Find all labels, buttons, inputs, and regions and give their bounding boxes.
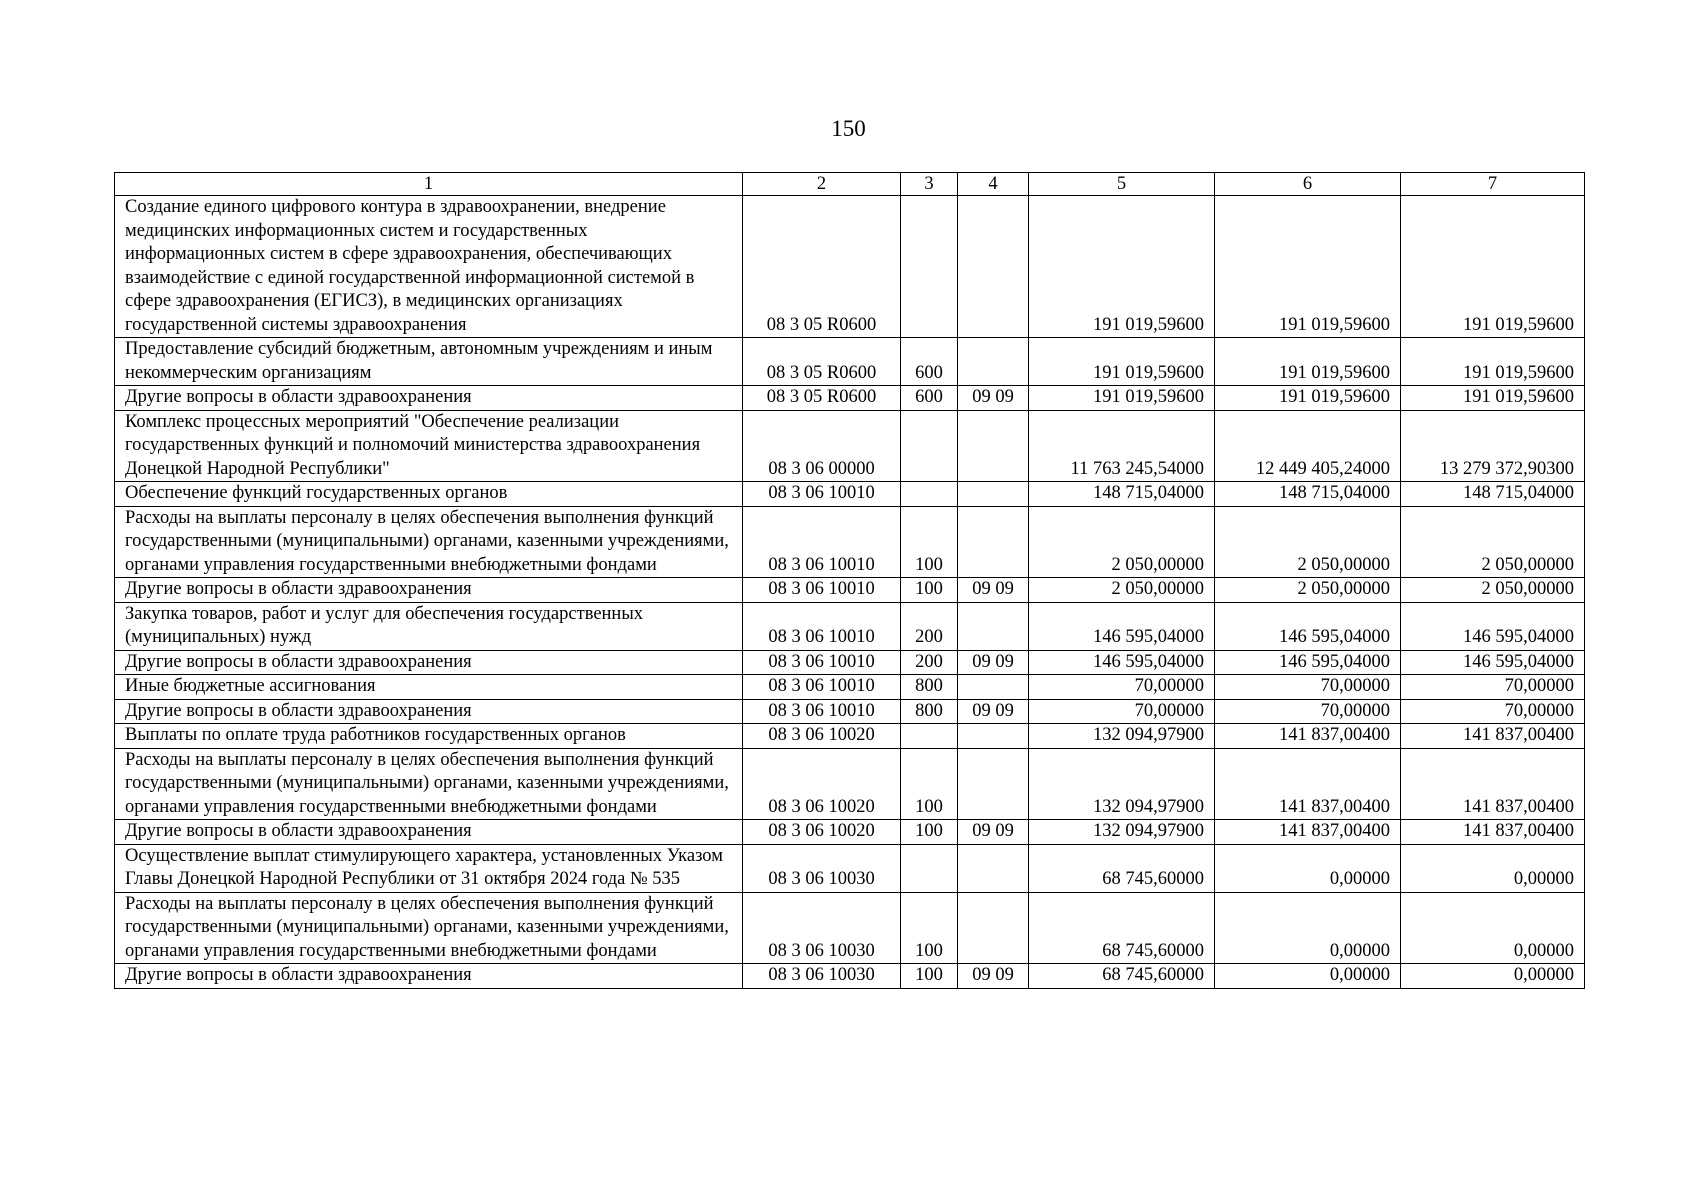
row-amount-col6: 146 595,04000	[1215, 650, 1401, 675]
row-amount-col5: 146 595,04000	[1029, 650, 1215, 675]
row-amount-col5: 191 019,59600	[1029, 386, 1215, 411]
column-header: 3	[901, 173, 958, 196]
row-section	[958, 844, 1029, 892]
row-amount-col6: 141 837,00400	[1215, 820, 1401, 845]
row-expense-type: 800	[901, 699, 958, 724]
table-row	[115, 482, 1585, 507]
row-expense-type: 200	[901, 602, 958, 650]
row-name: Другие вопросы в области здравоохранения	[115, 820, 743, 845]
row-code: 08 3 06 10030	[743, 964, 901, 989]
row-amount-col5: 191 019,59600	[1029, 338, 1215, 386]
row-amount-col5: 2 050,00000	[1029, 506, 1215, 578]
row-name: Обеспечение функций государственных органов	[115, 482, 743, 507]
row-amount-col7: 0,00000	[1401, 892, 1585, 964]
table-row	[115, 675, 1585, 700]
column-header: 4	[958, 173, 1029, 196]
page-number: 150	[831, 116, 866, 141]
row-amount-col7: 191 019,59600	[1401, 196, 1585, 338]
row-code: 08 3 06 10020	[743, 820, 901, 845]
row-section	[958, 602, 1029, 650]
table-row	[115, 892, 1585, 964]
row-expense-type: 100	[901, 506, 958, 578]
row-expense-type: 100	[901, 748, 958, 820]
row-name: Закупка товаров, работ и услуг для обеспечения государственных (муниципальных) нужд	[115, 602, 743, 650]
column-header: 1	[115, 173, 743, 196]
row-code: 08 3 05 R0600	[743, 338, 901, 386]
row-amount-col5: 146 595,04000	[1029, 602, 1215, 650]
row-expense-type	[901, 196, 958, 338]
table-row	[115, 338, 1585, 386]
row-expense-type	[901, 482, 958, 507]
row-code: 08 3 06 10020	[743, 724, 901, 749]
row-amount-col7: 141 837,00400	[1401, 748, 1585, 820]
row-section	[958, 748, 1029, 820]
row-amount-col7: 141 837,00400	[1401, 820, 1585, 845]
row-amount-col5: 11 763 245,54000	[1029, 410, 1215, 482]
row-amount-col7: 0,00000	[1401, 844, 1585, 892]
row-expense-type: 600	[901, 338, 958, 386]
row-code: 08 3 06 10010	[743, 482, 901, 507]
column-header: 6	[1215, 173, 1401, 196]
row-amount-col7: 191 019,59600	[1401, 338, 1585, 386]
row-name: Другие вопросы в области здравоохранения	[115, 650, 743, 675]
row-amount-col6: 141 837,00400	[1215, 748, 1401, 820]
row-amount-col5: 70,00000	[1029, 675, 1215, 700]
row-amount-col5: 68 745,60000	[1029, 964, 1215, 989]
row-amount-col5: 132 094,97900	[1029, 820, 1215, 845]
column-header: 2	[743, 173, 901, 196]
row-code: 08 3 06 10030	[743, 844, 901, 892]
table-row	[115, 602, 1585, 650]
row-amount-col7: 148 715,04000	[1401, 482, 1585, 507]
row-amount-col7: 146 595,04000	[1401, 650, 1585, 675]
row-amount-col5: 191 019,59600	[1029, 196, 1215, 338]
row-expense-type: 600	[901, 386, 958, 411]
row-amount-col7: 70,00000	[1401, 675, 1585, 700]
row-expense-type: 100	[901, 578, 958, 603]
row-section	[958, 410, 1029, 482]
row-expense-type: 100	[901, 964, 958, 989]
row-expense-type	[901, 844, 958, 892]
row-amount-col6: 148 715,04000	[1215, 482, 1401, 507]
table-row	[115, 506, 1585, 578]
row-code: 08 3 05 R0600	[743, 386, 901, 411]
row-expense-type	[901, 410, 958, 482]
row-section: 09 09	[958, 650, 1029, 675]
row-name: Осуществление выплат стимулирующего характера, установленных Указом Главы Донецкой Народной Республики от 31 октября 2024 года № 535	[115, 844, 743, 892]
table-row	[115, 386, 1585, 411]
row-section	[958, 196, 1029, 338]
table-row	[115, 844, 1585, 892]
row-section: 09 09	[958, 578, 1029, 603]
row-section	[958, 506, 1029, 578]
row-code: 08 3 06 10010	[743, 506, 901, 578]
row-expense-type: 100	[901, 820, 958, 845]
row-name: Иные бюджетные ассигнования	[115, 675, 743, 700]
row-amount-col6: 146 595,04000	[1215, 602, 1401, 650]
row-amount-col6: 191 019,59600	[1215, 386, 1401, 411]
row-name: Комплекс процессных мероприятий "Обеспечение реализации государственных функций и полномочий министерства здравоохранения Донецкой Народной Республики"	[115, 410, 743, 482]
row-name: Создание единого цифрового контура в здравоохранении, внедрение медицинских информационных систем и государственных информационных систем в сфере здравоохранения, обеспечивающих взаимодействие с единой государственной информационной системой в сфере здравоохранения (ЕГИСЗ), в медицинских организациях государственной системы здравоохранения	[115, 196, 743, 338]
row-amount-col7: 2 050,00000	[1401, 578, 1585, 603]
row-code: 08 3 06 10010	[743, 602, 901, 650]
row-amount-col5: 68 745,60000	[1029, 844, 1215, 892]
row-amount-col6: 2 050,00000	[1215, 578, 1401, 603]
row-name: Расходы на выплаты персоналу в целях обеспечения выполнения функций государственными (муниципальными) органами, казенными учреждениями, органами управления государственными внебюджетными фондами	[115, 892, 743, 964]
row-code: 08 3 06 10010	[743, 578, 901, 603]
row-amount-col6: 141 837,00400	[1215, 724, 1401, 749]
row-section	[958, 675, 1029, 700]
row-section: 09 09	[958, 386, 1029, 411]
row-amount-col7: 146 595,04000	[1401, 602, 1585, 650]
row-amount-col5: 68 745,60000	[1029, 892, 1215, 964]
row-name: Расходы на выплаты персоналу в целях обеспечения выполнения функций государственными (муниципальными) органами, казенными учреждениями, органами управления государственными внебюджетными фондами	[115, 506, 743, 578]
row-expense-type: 100	[901, 892, 958, 964]
column-header: 5	[1029, 173, 1215, 196]
row-name: Другие вопросы в области здравоохранения	[115, 964, 743, 989]
row-amount-col7: 191 019,59600	[1401, 386, 1585, 411]
row-amount-col6: 70,00000	[1215, 675, 1401, 700]
row-section	[958, 892, 1029, 964]
row-code: 08 3 06 10020	[743, 748, 901, 820]
table-row	[115, 196, 1585, 338]
row-amount-col6: 0,00000	[1215, 892, 1401, 964]
row-name: Другие вопросы в области здравоохранения	[115, 699, 743, 724]
row-amount-col7: 13 279 372,90300	[1401, 410, 1585, 482]
row-section: 09 09	[958, 699, 1029, 724]
row-section: 09 09	[958, 964, 1029, 989]
table-row	[115, 650, 1585, 675]
column-header: 7	[1401, 173, 1585, 196]
row-amount-col7: 0,00000	[1401, 964, 1585, 989]
row-amount-col6: 70,00000	[1215, 699, 1401, 724]
row-name: Другие вопросы в области здравоохранения	[115, 578, 743, 603]
row-amount-col5: 132 094,97900	[1029, 748, 1215, 820]
row-amount-col5: 70,00000	[1029, 699, 1215, 724]
row-amount-col6: 191 019,59600	[1215, 196, 1401, 338]
header-row	[115, 173, 1585, 196]
row-amount-col5: 2 050,00000	[1029, 578, 1215, 603]
row-expense-type	[901, 724, 958, 749]
table-row	[115, 820, 1585, 845]
row-amount-col7: 70,00000	[1401, 699, 1585, 724]
row-amount-col5: 132 094,97900	[1029, 724, 1215, 749]
row-amount-col6: 191 019,59600	[1215, 338, 1401, 386]
row-amount-col6: 2 050,00000	[1215, 506, 1401, 578]
table-row	[115, 699, 1585, 724]
row-code: 08 3 06 10030	[743, 892, 901, 964]
row-amount-col5: 148 715,04000	[1029, 482, 1215, 507]
row-expense-type: 200	[901, 650, 958, 675]
row-code: 08 3 06 10010	[743, 699, 901, 724]
row-name: Выплаты по оплате труда работников государственных органов	[115, 724, 743, 749]
table-row	[115, 410, 1585, 482]
budget-table	[114, 172, 1585, 989]
row-amount-col6: 0,00000	[1215, 844, 1401, 892]
row-amount-col6: 12 449 405,24000	[1215, 410, 1401, 482]
row-section: 09 09	[958, 820, 1029, 845]
row-name: Расходы на выплаты персоналу в целях обеспечения выполнения функций государственными (муниципальными) органами, казенными учреждениями, органами управления государственными внебюджетными фондами	[115, 748, 743, 820]
table-row	[115, 724, 1585, 749]
row-section	[958, 338, 1029, 386]
table-row	[115, 964, 1585, 989]
row-code: 08 3 06 10010	[743, 650, 901, 675]
row-name: Предоставление субсидий бюджетным, автономным учреждениям и иным некоммерческим организациям	[115, 338, 743, 386]
row-expense-type: 800	[901, 675, 958, 700]
row-section	[958, 724, 1029, 749]
table-row	[115, 748, 1585, 820]
row-code: 08 3 06 00000	[743, 410, 901, 482]
row-code: 08 3 05 R0600	[743, 196, 901, 338]
row-section	[958, 482, 1029, 507]
row-amount-col7: 141 837,00400	[1401, 724, 1585, 749]
row-name: Другие вопросы в области здравоохранения	[115, 386, 743, 411]
table-row	[115, 578, 1585, 603]
row-code: 08 3 06 10010	[743, 675, 901, 700]
row-amount-col7: 2 050,00000	[1401, 506, 1585, 578]
row-amount-col6: 0,00000	[1215, 964, 1401, 989]
